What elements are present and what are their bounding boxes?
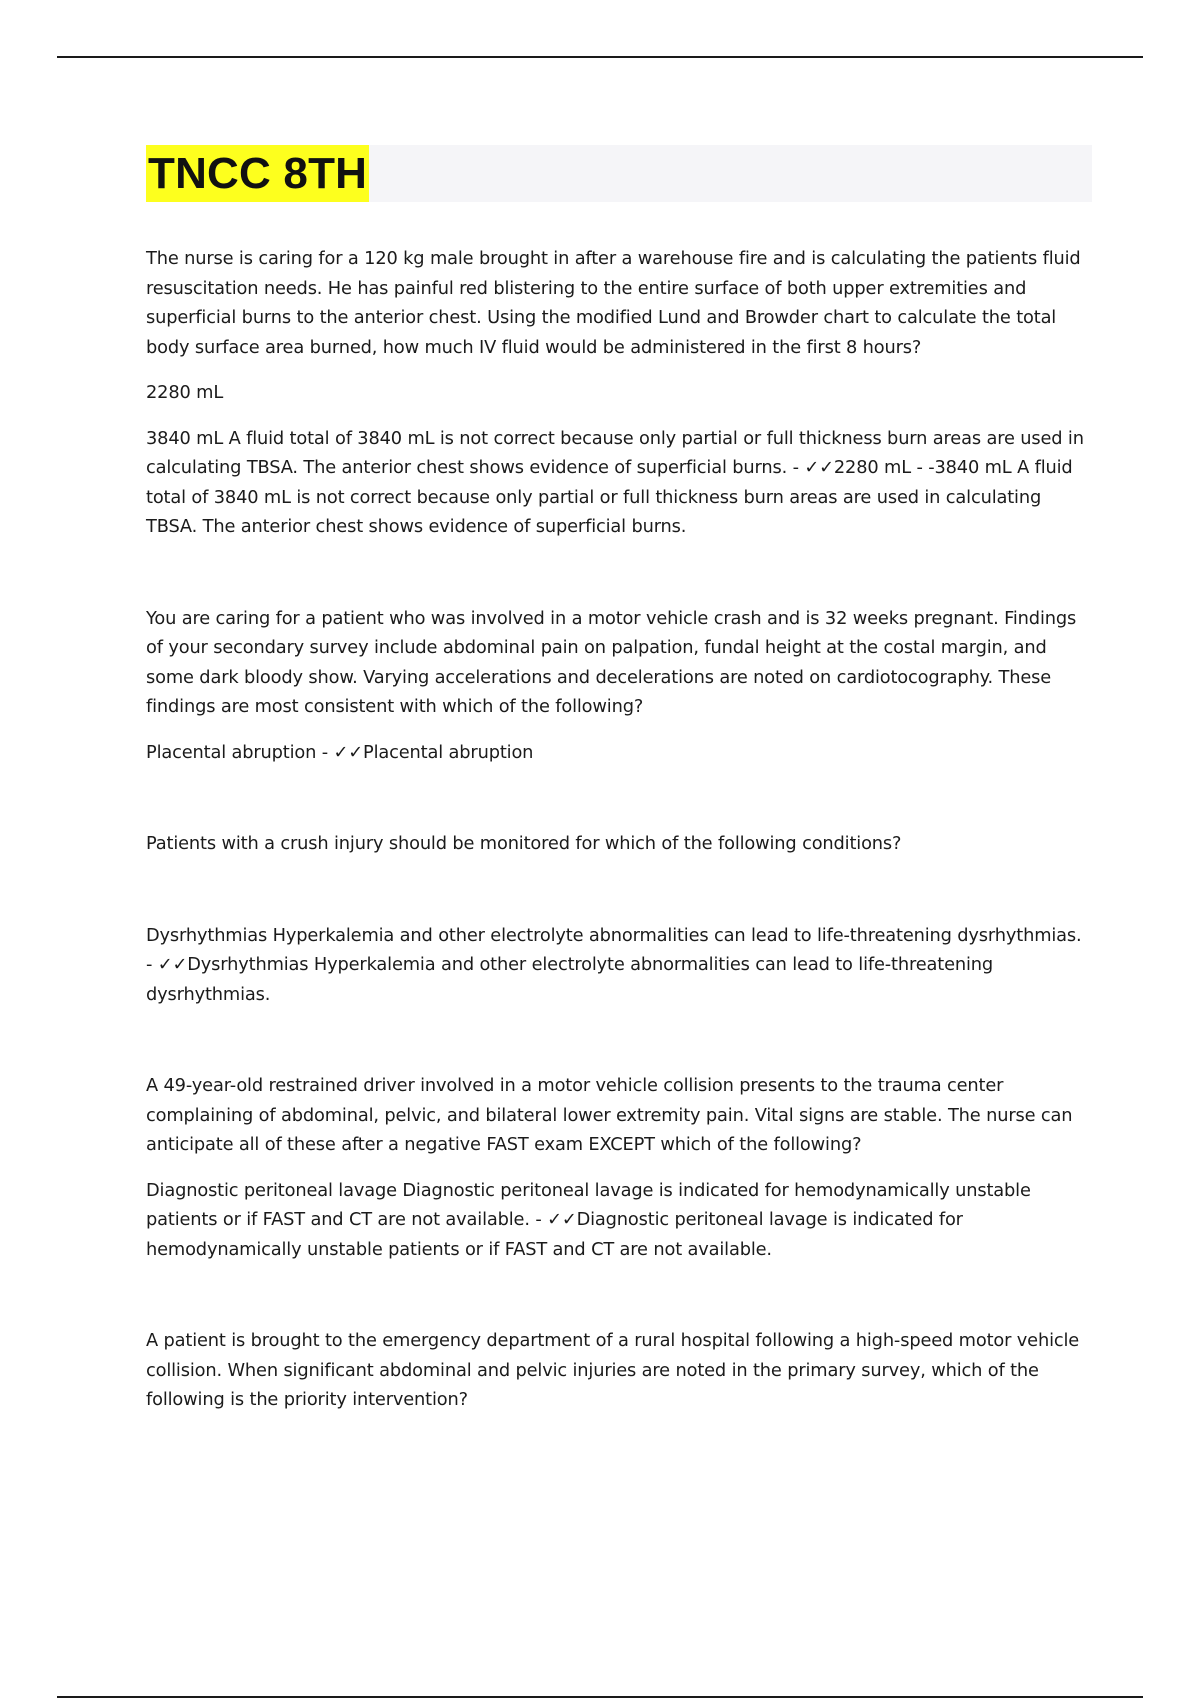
- question-text: The nurse is caring for a 120 kg male brought in after a warehouse fire and is calculating the patients fluid resuscitation needs. He has painful red blistering to the entire surface of both upper extremities and superficial burns to the anterior chest. Using the modified Lund and Browder chart to calculate the total body surface area burned, how much IV fluid would be administered in the first 8 hours?: [146, 248, 1081, 358]
- qa-item-4: [146, 921, 1092, 1010]
- answer-text: Diagnostic peritoneal lavage Diagnostic peritoneal lavage is indicated for hemodynamically unstable patients or if FAST and CT are not available. - ✓✓Diagnostic peritoneal lavage is indicated for hemodynamically unstable patients or if FAST and CT are not available.: [146, 1179, 1031, 1260]
- answer-text: 2280 mL: [146, 382, 224, 403]
- title-band: [146, 145, 1092, 202]
- document-body: [146, 145, 1092, 1415]
- question-text: A patient is brought to the emergency department of a rural hospital following a high-speed motor vehicle collision. When significant abdominal and pelvic injuries are noted in the primary survey, which of the following is the priority intervention?: [146, 1330, 1080, 1410]
- question-text: Patients with a crush injury should be monitored for which of the following conditions?: [146, 833, 902, 854]
- qa-item-1: [146, 244, 1092, 542]
- footer-rule: [57, 1696, 1143, 1698]
- qa-item-6: [146, 1326, 1092, 1415]
- question-text: Dysrhythmias Hyperkalemia and other electrolyte abnormalities can lead to life-threatening dysrhythmias. - ✓✓Dysrhythmias Hyperkalemia and other electrolyte abnormalities can lead to life-threatening dysrhythmias.: [146, 924, 1082, 1005]
- header-rule: [57, 56, 1143, 58]
- answer-text: 3840 mL A fluid total of 3840 mL is not correct because only partial or full thickness burn areas are used in calculating TBSA. The anterior chest shows evidence of superficial burns. - ✓✓2280 mL - -3840 mL A fluid total of 3840 mL is not correct because only partial or full thickness burn areas are used in calculating TBSA. The anterior chest shows evidence of superficial burns.: [146, 427, 1084, 537]
- question-text: A 49-year-old restrained driver involved in a motor vehicle collision presents to the trauma center complaining of abdominal, pelvic, and bilateral lower extremity pain. Vital signs are stable. The nurse can anticipate all of these after a negative FAST exam EXCEPT which of the following?: [146, 1075, 1073, 1155]
- answer-text: Placental abruption - ✓✓Placental abruption: [146, 741, 534, 763]
- qa-item-3: [146, 829, 1092, 859]
- qa-item-5: [146, 1071, 1092, 1264]
- question-text: You are caring for a patient who was involved in a motor vehicle crash and is 32 weeks pregnant. Findings of your secondary survey include abdominal pain on palpation, fundal height at the costal margin, and some dark bloody show. Varying accelerations and decelerations are noted on cardiotocography. These findings are most consistent with which of the following?: [146, 607, 1077, 717]
- qa-item-2: [146, 604, 1092, 768]
- document-title: TNCC 8TH: [146, 145, 369, 202]
